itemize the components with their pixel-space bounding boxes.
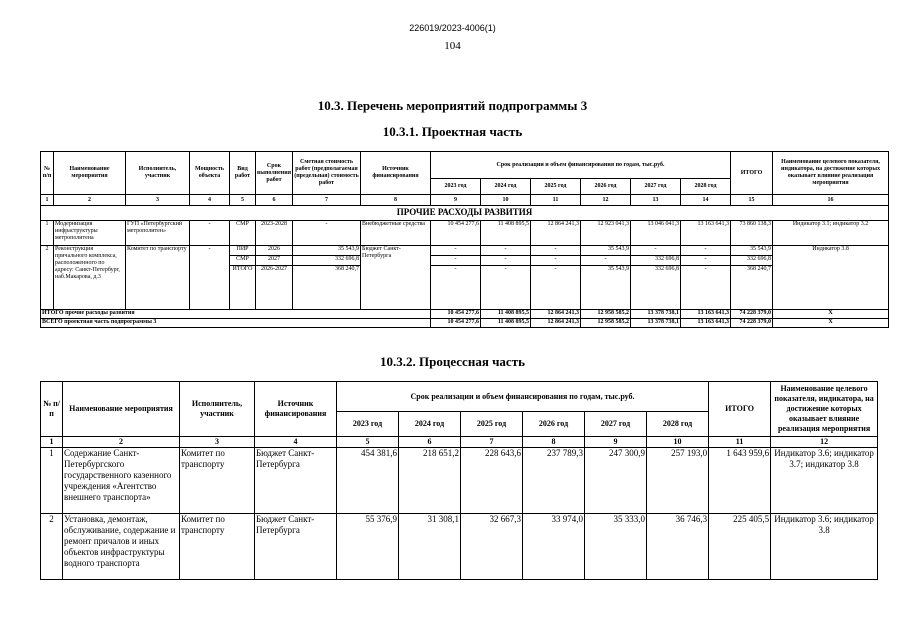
header-estimate: Сметная стоимость работ (предполагаемая (предельная) стоимость работ (293, 152, 361, 195)
total-year-value: 10 454 277,6 (431, 310, 481, 319)
total-year-value: 13 163 641,3 (681, 310, 731, 319)
row-source: Внебюджетные средства (361, 221, 431, 246)
col-number: 6 (399, 437, 461, 448)
row-year-value: 35 333,0 (585, 514, 647, 580)
header-indicator: Наименование целевого показателя, индикатора, на достижение которых оказывает влияние реализация мероприятия (771, 382, 878, 437)
header-financing: Срок реализации и объем финансирования по годам, тыс.руб. (431, 152, 731, 179)
header-year: 2023 год (337, 412, 399, 437)
row-year-value: - (631, 246, 681, 256)
row-capacity: - (190, 246, 230, 310)
table-row (41, 221, 889, 246)
row-source: Бюджет Санкт-Петербурга (361, 246, 431, 310)
total-year-value: 13 378 738,1 (631, 319, 681, 328)
col-number: 3 (180, 437, 255, 448)
row-num: 1 (41, 221, 54, 246)
column-numbers-row (41, 195, 889, 206)
row-year-value: - (681, 266, 731, 310)
row-year-value: - (681, 256, 731, 266)
table-row (41, 514, 878, 580)
row-year-value: - (481, 256, 531, 266)
row-year-value: 33 974,0 (523, 514, 585, 580)
col-number: 11 (531, 195, 581, 206)
table-row (41, 448, 878, 514)
header-total: ИТОГО (731, 152, 773, 195)
column-numbers-row (41, 437, 878, 448)
col-number: 11 (709, 437, 771, 448)
row-executor: Комитет по транспорту (180, 448, 255, 514)
row-num: 1 (41, 448, 63, 514)
header-num: № п/п (41, 382, 63, 437)
section-title: ПРОЧИЕ РАСХОДЫ РАЗВИТИЯ (41, 206, 889, 221)
col-number: 7 (293, 195, 361, 206)
row-capacity: - (190, 221, 230, 246)
row-year-value: 32 667,3 (461, 514, 523, 580)
row-year-value: - (531, 266, 581, 310)
row-year-value: - (481, 266, 531, 310)
header-executor: Исполнитель, участник (126, 152, 190, 195)
total-year-value: 11 408 895,5 (481, 310, 531, 319)
col-number: 12 (581, 195, 631, 206)
row-year-value: 13 163 641,3 (681, 221, 731, 246)
header-indicator: Наименование целевого показателя, индикатора, на достижение которых оказывает влияние реализация мероприятия (773, 152, 889, 195)
row-year-value: 35 543,9 (581, 246, 631, 256)
row-year-value: - (531, 246, 581, 256)
header-year: 2027 год (585, 412, 647, 437)
header-year: 2025 год (461, 412, 523, 437)
row-executor: Комитет по транспорту (180, 514, 255, 580)
header-source: Источник финансирования (255, 382, 337, 437)
row-year-value: 55 376,9 (337, 514, 399, 580)
row-name: Содержание Санкт-Петербургского государственного казенного учреждения «Агентство внешнего транспорта» (63, 448, 180, 514)
col-number: 2 (54, 195, 126, 206)
total-year-value: 12 958 585,2 (581, 319, 631, 328)
table-row (41, 246, 889, 256)
row-year-value: - (681, 246, 731, 256)
row-year-value: 31 308,1 (399, 514, 461, 580)
row-estimate: - (293, 221, 361, 246)
row-year-value: 12 864 241,3 (531, 221, 581, 246)
process-part-table (40, 381, 878, 580)
col-number: 1 (41, 195, 54, 206)
col-number: 7 (461, 437, 523, 448)
row-total: 1 643 959,6 (709, 448, 771, 514)
row-period: 2026-2027 (256, 266, 293, 310)
row-total: 35 543,9 (731, 246, 773, 256)
row-work-type: СМР (230, 256, 256, 266)
row-work-type: СМР (230, 221, 256, 246)
row-source: Бюджет Санкт-Петербурга (255, 448, 337, 514)
row-year-value: - (481, 246, 531, 256)
row-period: 2026 (256, 246, 293, 256)
col-number: 1 (41, 437, 63, 448)
total-year-value: 12 958 585,2 (581, 310, 631, 319)
document-number: 226019/2023-4006(1) (409, 23, 496, 33)
page-number: 104 (444, 40, 461, 52)
col-number: 2 (63, 437, 180, 448)
row-year-value: 237 789,3 (523, 448, 585, 514)
header-year: 2028 год (647, 412, 709, 437)
total-indicator: Х (773, 310, 889, 319)
col-number: 5 (337, 437, 399, 448)
row-year-value: 257 193,0 (647, 448, 709, 514)
header-source: Источник финансирования (361, 152, 431, 195)
row-year-value: 454 381,6 (337, 448, 399, 514)
total-sum: 74 228 379,0 (731, 310, 773, 319)
total-project-label: ВСЕГО проектная часть подпрограммы 3 (41, 319, 431, 328)
row-year-value: 332 696,8 (631, 256, 681, 266)
row-year-value: - (431, 246, 481, 256)
heading-project-part: 10.3.1. Проектная часть (382, 124, 523, 139)
row-year-value: 228 643,6 (461, 448, 523, 514)
header-financing: Срок реализации и объем финансирования по годам, тыс.руб. (337, 382, 709, 412)
header-period: Срок выполнения работ (256, 152, 293, 195)
header-capacity: Мощность объекта (190, 152, 230, 195)
row-year-value: - (531, 256, 581, 266)
total-sum: 74 228 379,0 (731, 319, 773, 328)
col-number: 4 (190, 195, 230, 206)
header-year: 2024 год (399, 412, 461, 437)
row-work-type: ИТОГО (230, 266, 256, 310)
row-year-value: 247 300,9 (585, 448, 647, 514)
col-number: 12 (771, 437, 878, 448)
header-year: 2027 год (631, 179, 681, 195)
row-period: 2023-2028 (256, 221, 293, 246)
row-estimate: 368 240,7 (293, 266, 361, 310)
total-year-value: 11 408 895,5 (481, 319, 531, 328)
header-num: № п/п (41, 152, 54, 195)
header-year: 2025 год (531, 179, 581, 195)
row-year-value: 36 746,3 (647, 514, 709, 580)
header-year: 2026 год (523, 412, 585, 437)
col-number: 4 (255, 437, 337, 448)
row-year-value: - (431, 256, 481, 266)
col-number: 6 (256, 195, 293, 206)
row-work-type: ПИР (230, 246, 256, 256)
row-num: 2 (41, 514, 63, 580)
header-total: ИТОГО (709, 382, 771, 437)
total-other-row (41, 310, 889, 319)
total-year-value: 12 864 241,3 (531, 319, 581, 328)
row-year-value: 11 408 895,5 (481, 221, 531, 246)
header-name: Наименование мероприятия (54, 152, 126, 195)
total-year-value: 10 454 277,6 (431, 319, 481, 328)
header-year: 2023 год (431, 179, 481, 195)
total-project-row (41, 319, 889, 328)
header-executor: Исполнитель, участник (180, 382, 255, 437)
row-indicator: Индикатор 3.8 (773, 246, 889, 310)
row-year-value: - (431, 266, 481, 310)
row-period: 2027 (256, 256, 293, 266)
col-number: 13 (631, 195, 681, 206)
col-number: 9 (431, 195, 481, 206)
col-number: 14 (681, 195, 731, 206)
total-other-label: ИТОГО прочие расходы развития (41, 310, 431, 319)
row-num: 2 (41, 246, 54, 310)
total-year-value: 13 163 641,3 (681, 319, 731, 328)
total-year-value: 13 378 738,1 (631, 310, 681, 319)
heading-main: 10.3. Перечень мероприятий подпрограммы 3 (317, 98, 588, 113)
row-total: 332 696,8 (731, 256, 773, 266)
project-part-table (40, 151, 889, 328)
row-estimate: 332 696,8 (293, 256, 361, 266)
col-number: 16 (773, 195, 889, 206)
row-year-value: 13 046 041,3 (631, 221, 681, 246)
row-year-value: - (581, 256, 631, 266)
row-total: 368 240,7 (731, 266, 773, 310)
row-name: Модернизация инфраструктуры метрополитена (54, 221, 126, 246)
row-indicator: Индикатор 3.6; индикатор 3.7; индикатор 3.8 (771, 448, 878, 514)
col-number: 5 (230, 195, 256, 206)
heading-process-part: 10.3.2. Процессная часть (380, 354, 525, 369)
row-year-value: 332 696,8 (631, 266, 681, 310)
row-name: Установка, демонтаж, обслуживание, содержание и ремонт причалов и иных объектов инфраструктуры водного транспорта (63, 514, 180, 580)
row-total: 73 860 138,3 (731, 221, 773, 246)
row-executor: ГУП «Петербургский метрополитен» (126, 221, 190, 246)
row-year-value: 10 454 277,6 (431, 221, 481, 246)
header-year: 2026 год (581, 179, 631, 195)
col-number: 10 (481, 195, 531, 206)
header-year: 2024 год (481, 179, 531, 195)
col-number: 8 (361, 195, 431, 206)
col-number: 8 (523, 437, 585, 448)
row-indicator: Индикатор 3.6; индикатор 3.8 (771, 514, 878, 580)
col-number: 3 (126, 195, 190, 206)
row-total: 225 405,5 (709, 514, 771, 580)
header-year: 2028 год (681, 179, 731, 195)
row-executor: Комитет по транспорту (126, 246, 190, 310)
col-number: 10 (647, 437, 709, 448)
total-year-value: 12 864 241,3 (531, 310, 581, 319)
row-estimate: 35 543,9 (293, 246, 361, 256)
row-name: Реконструкция причального комплекса, расположенного по адресу: Санкт-Петербург, наб.Макарова, д.3 (54, 246, 126, 310)
header-work-type: Вид работ (230, 152, 256, 195)
col-number: 15 (731, 195, 773, 206)
total-indicator: Х (773, 319, 889, 328)
row-source: Бюджет Санкт-Петербурга (255, 514, 337, 580)
row-year-value: 35 543,9 (581, 266, 631, 310)
row-year-value: 218 651,2 (399, 448, 461, 514)
col-number: 9 (585, 437, 647, 448)
header-name: Наименование мероприятия (63, 382, 180, 437)
row-year-value: 12 923 041,3 (581, 221, 631, 246)
row-indicator: Индикатор 3.1; индикатор 3.2 (773, 221, 889, 246)
